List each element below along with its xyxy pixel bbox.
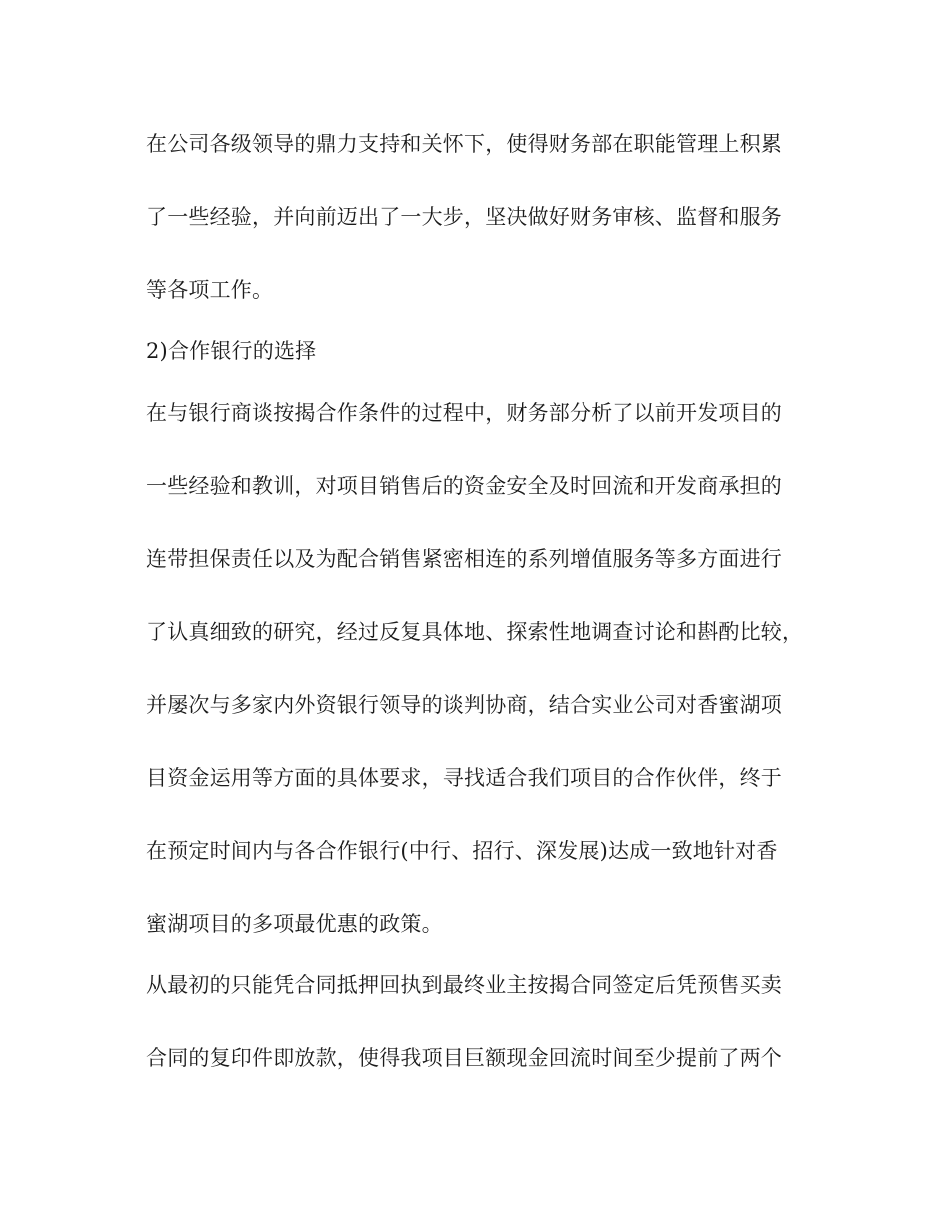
paragraph-line: 了一些经验，并向前迈出了一大步，坚决做好财务审核、监督和服务 bbox=[146, 205, 782, 229]
paragraph-line: 并屡次与多家内外资银行领导的谈判协商，结合实业公司对香蜜湖项 bbox=[146, 693, 782, 717]
paragraph-line: 了认真细致的研究，经过反复具体地、探索性地调查讨论和斟酌比较， bbox=[146, 620, 804, 644]
section-heading: 2)合作银行的选择 bbox=[146, 339, 317, 363]
paragraph-line: 从最初的只能凭合同抵押回执到最终业主按揭合同签定后凭预售买卖 bbox=[146, 973, 782, 997]
paragraph-line: 连带担保责任以及为配合销售紧密相连的系列增值服务等多方面进行 bbox=[146, 547, 782, 571]
paragraph-line: 蜜湖项目的多项最优惠的政策。 bbox=[146, 912, 443, 936]
paragraph-line: 等各项工作。 bbox=[146, 278, 274, 302]
paragraph-line: 目资金运用等方面的具体要求，寻找适合我们项目的合作伙伴，终于 bbox=[146, 766, 782, 790]
paragraph-line: 在预定时间内与各合作银行(中行、招行、深发展)达成一致地针对香 bbox=[146, 839, 778, 863]
paragraph-line: 一些经验和教训，对项目销售后的资金安全及时回流和开发商承担的 bbox=[146, 474, 782, 498]
paragraph-line: 在公司各级领导的鼎力支持和关怀下，使得财务部在职能管理上积累 bbox=[146, 132, 782, 156]
paragraph-line: 合同的复印件即放款，使得我项目巨额现金回流时间至少提前了两个 bbox=[146, 1046, 782, 1070]
paragraph-line: 在与银行商谈按揭合作条件的过程中，财务部分析了以前开发项目的 bbox=[146, 401, 782, 425]
